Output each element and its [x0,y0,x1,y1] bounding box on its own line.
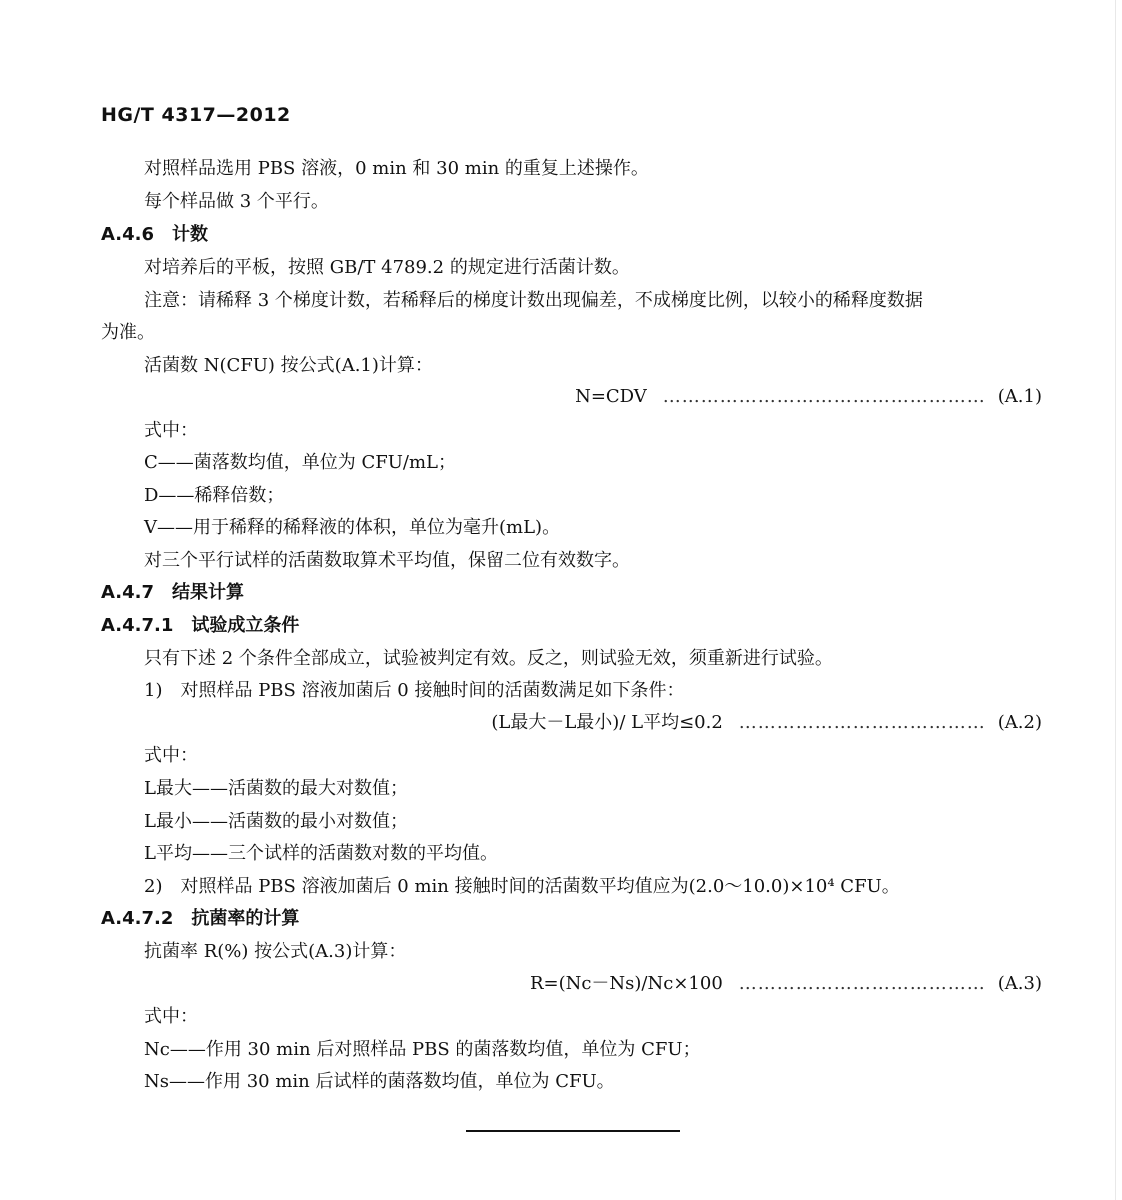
section-heading-a46 [101,224,208,246]
condition-2: 2) 对照样品 PBS 溶液加菌后 0 min 接触时间的活菌数平均值应为(2.0～10.0)×10⁴ CFU。 [144,876,900,897]
formula-a1 [575,386,1042,408]
section-title: 结果计算 [172,582,244,603]
definition-lmax: L最大——活菌数的最大对数值； [144,778,408,799]
definition-nc: Nc——作用 30 min 后对照样品 PBS 的菌落数均值，单位为 CFU； [144,1039,701,1060]
formula-tag: (A.1) [997,386,1042,407]
text-line: 对照样品选用 PBS 溶液，0 min 和 30 min 的重复上述操作。 [144,158,649,179]
text-line: 每个样品做 3 个平行。 [144,191,329,212]
formula-tag: (A.3) [997,973,1042,994]
text-line: 抗菌率 R(%) 按公式(A.3)计算： [144,941,407,962]
section-number: A.4.6 [101,224,154,245]
definition-ns: Ns——作用 30 min 后试样的菌落数均值，单位为 CFU。 [144,1071,615,1092]
definition-d: D——稀释倍数； [144,485,285,506]
section-number: A.4.7 [101,582,154,603]
page-edge [1115,0,1116,1200]
where-label: 式中： [144,1006,198,1027]
section-heading-a472 [101,908,299,930]
formula-expression: R=(Nc－Ns)/Nc×100 [529,973,723,994]
section-title: 抗菌率的计算 [191,908,300,929]
end-of-document-rule [466,1130,680,1132]
section-title: 试验成立条件 [191,615,300,636]
formula-expression: N=CDV [575,386,647,407]
formula-a3 [530,973,1042,995]
section-heading-a47 [101,582,244,604]
definition-lavg: L平均——三个试样的活菌数对数的平均值。 [144,843,498,864]
section-number: A.4.7.2 [101,908,174,929]
formula-leader-dots: ………………………………… [738,973,986,994]
formula-leader-dots: …………………………………………… [662,386,986,407]
text-line: 活菌数 N(CFU) 按公式(A.1)计算： [144,355,433,376]
formula-expression: (L最大－L最小)/ L平均≤0.2 [491,712,723,733]
section-title: 计数 [172,224,208,245]
text-line: 只有下述 2 个条件全部成立，试验被判定有效。反之，则试验无效，须重新进行试验。 [144,648,833,669]
formula-tag: (A.2) [997,712,1042,733]
definition-c: C——菌落数均值，单位为 CFU/mL； [144,452,457,473]
condition-1: 1) 对照样品 PBS 溶液加菌后 0 接触时间的活菌数满足如下条件： [144,680,685,701]
text-line: 为准。 [101,322,155,343]
formula-leader-dots: ………………………………… [738,712,986,733]
text-line: 注意：请稀释 3 个梯度计数，若稀释后的梯度计数出现偏差，不成梯度比例，以较小的稀释度数据 [144,290,923,311]
section-number: A.4.7.1 [101,615,174,636]
text-line: 对培养后的平板，按照 GB/T 4789.2 的规定进行活菌计数。 [144,257,630,278]
definition-lmin: L最小——活菌数的最小对数值； [144,811,408,832]
formula-a2 [491,712,1042,734]
definition-v: V——用于稀释的稀释液的体积，单位为毫升(mL)。 [144,517,561,538]
section-heading-a471 [101,615,299,637]
standard-code-header: HG/T 4317—2012 [101,104,291,126]
text-line: 对三个平行试样的活菌数取算术平均值，保留二位有效数字。 [144,550,630,571]
where-label: 式中： [144,745,198,766]
where-label: 式中： [144,420,198,441]
